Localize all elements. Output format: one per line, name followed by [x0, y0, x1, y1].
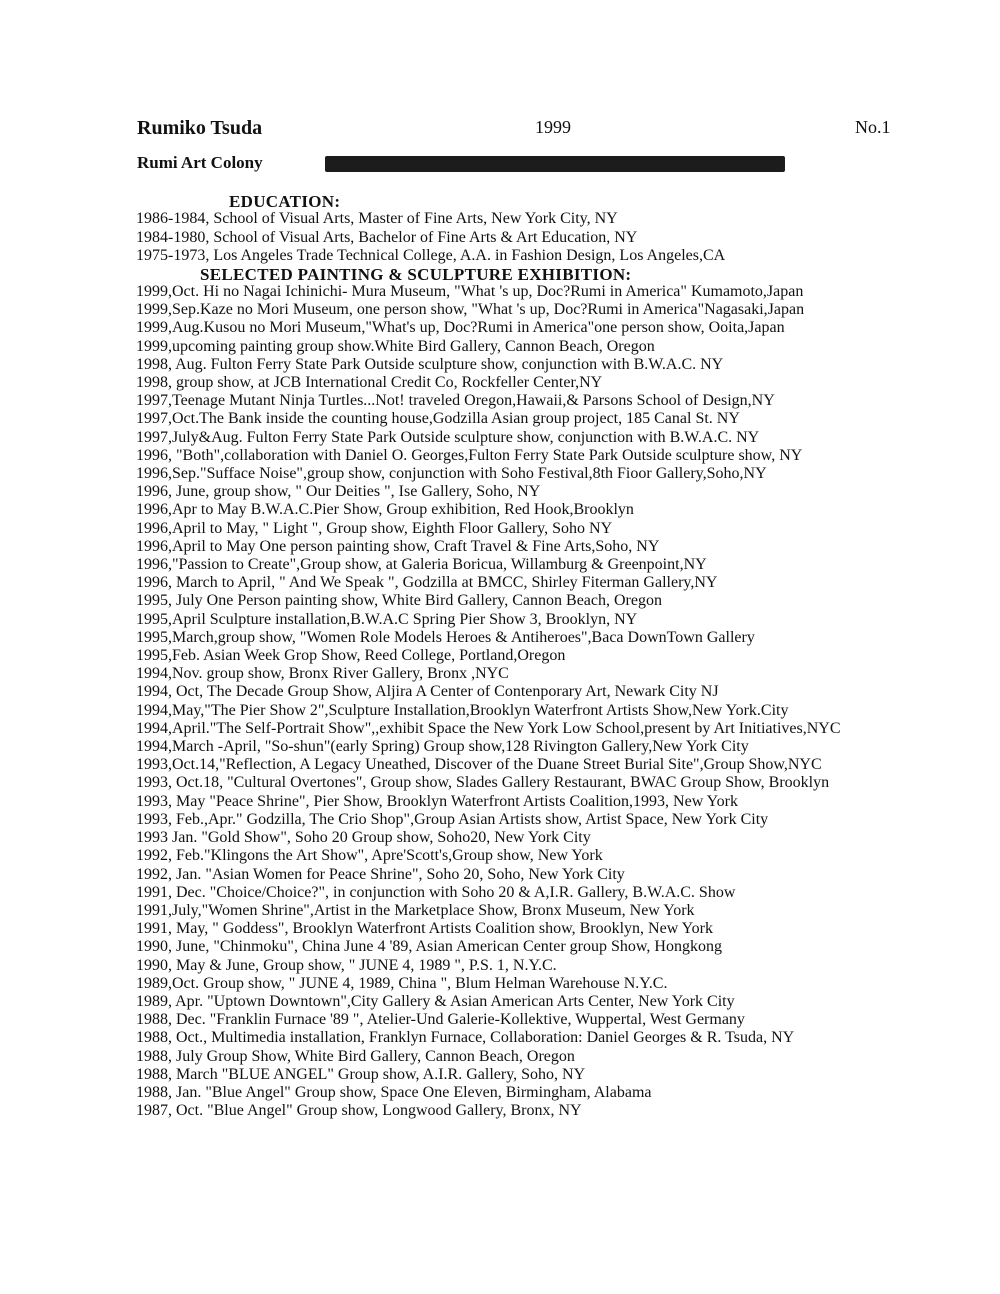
exhibition-item: 1988, March "BLUE ANGEL" Group show, A.I.R. Gallery, Soho, NY	[136, 1065, 586, 1083]
exhibition-list	[136, 283, 841, 1120]
exhibition-item: 1993 Jan. "Gold Show", Soho 20 Group show, Soho20, New York City	[136, 829, 591, 847]
exhibition-item: 1994,Nov. group show, Bronx River Gallery, Bronx ,NYC	[136, 665, 509, 683]
exhibition-item: 1997,Teenage Mutant Ninja Turtles...Not! traveled Oregon,Hawaii,& Parsons School of Design,NY	[136, 392, 775, 410]
exhibition-item: 1989,Oct. Group show, " JUNE 4, 1989, China ", Blum Helman Warehouse N.Y.C.	[136, 974, 668, 992]
exhibition-item: 1991,July,"Women Shrine",Artist in the Marketplace Show, Bronx Museum, New York	[136, 901, 695, 919]
education-item: 1984-1980, School of Visual Arts, Bachelor of Fine Arts & Art Education, NY	[136, 228, 638, 246]
education-item: 1975-1973, Los Angeles Trade Technical College, A.A. in Fashion Design, Los Angeles,CA	[136, 247, 726, 264]
education-item: 1986-1984, School of Visual Arts, Master of Fine Arts, New York City, NY	[136, 210, 618, 227]
exhibition-item: 1995, July One Person painting show, White Bird Gallery, Cannon Beach, Oregon	[136, 592, 662, 610]
exhibition-item: 1998, Aug. Fulton Ferry State Park Outside sculpture show, conjunction with B.W.A.C. NY	[136, 355, 724, 373]
exhibition-item: 1996,April to May, " Light ", Group show, Eighth Floor Gallery, Soho NY	[136, 519, 613, 537]
exhibition-item: 1993, Feb.,Apr." Godzilla, The Crio Shop",Group Asian Artists show, Artist Space, New York City	[136, 810, 769, 828]
exhibition-item: 1996,"Passion to Create",Group show, at Galeria Boricua, Willamburg & Greenpoint,NY	[136, 556, 707, 574]
exhibition-item: 1991, Dec. "Choice/Choice?", in conjunction with Soho 20 & A,I.R. Gallery, B.W.A.C. Show	[136, 883, 736, 901]
exhibition-item: 1994, Oct, The Decade Group Show, Aljira A Center of Contenporary Art, Newark City NJ	[136, 683, 719, 701]
exhibition-item: 1997,Oct.The Bank inside the counting house,Godzilla Asian group project, 185 Canal St. NY	[136, 410, 740, 428]
exhibition-item: 1992, Feb."Klingons the Art Show", Apre'Scott's,Group show, New York	[136, 847, 603, 865]
exhibition-item: 1990, May & June, Group show, " JUNE 4, 1989 ", P.S. 1, N.Y.C.	[136, 956, 557, 974]
exhibition-item: 1990, June, "Chinmoku", China June 4 '89, Asian American Center group Show, Hongkong	[136, 938, 722, 956]
page-number: No.1	[855, 117, 891, 137]
exhibition-item: 1994,April."The Self-Portrait Show",,exhibit Space the New York Low School,present by Art Initiatives,NYC	[136, 719, 841, 737]
education-heading: EDUCATION:	[229, 192, 341, 211]
exhibition-item: 1999,upcoming painting group show.White Bird Gallery, Cannon Beach, Oregon	[136, 337, 655, 355]
exhibition-item: 1999,Aug.Kusou no Mori Museum,"What's up, Doc?Rumi in America"one person show, Ooita,Japan	[136, 319, 785, 337]
exhibition-item: 1988, July Group Show, White Bird Gallery, Cannon Beach, Oregon	[136, 1047, 575, 1065]
exhibition-item: 1996,Sep."Sufface Noise",group show, conjunction with Soho Festival,8th Fioor Gallery,Soho,NY	[136, 465, 767, 483]
exhibition-item: 1988, Dec. "Franklin Furnace '89 ", Atelier-Und Galerie-Kollektive, Wuppertal, West Germany	[136, 1011, 745, 1029]
exhibition-item: 1996,April to May One person painting show, Craft Travel & Fine Arts,Soho, NY	[136, 537, 660, 555]
exhibition-item: 1996, June, group show, " Our Deities ", Ise Gallery, Soho, NY	[136, 483, 541, 501]
exhibition-item: 1988, Oct., Multimedia installation, Franklyn Furnace, Collaboration: Daniel Georges & R. Tsuda, NY	[136, 1029, 795, 1047]
exhibition-heading: SELECTED PAINTING & SCULPTURE EXHIBITION:	[200, 265, 632, 284]
exhibition-item: 1988, Jan. "Blue Angel" Group show, Space One Eleven, Birmingham, Alabama	[136, 1083, 652, 1101]
exhibition-item: 1998, group show, at JCB International Credit Co, Rockfeller Center,NY	[136, 374, 603, 392]
exhibition-item: 1995,Feb. Asian Week Grop Show, Reed College, Portland,Oregon	[136, 647, 566, 665]
exhibition-item: 1996, "Both",collaboration with Daniel O. Georges,Fulton Ferry State Park Outside sculpture show, NY	[136, 446, 803, 464]
redacted-address-bar	[325, 156, 785, 172]
education-list	[136, 210, 725, 266]
exhibition-item: 1996,Apr to May B.W.A.C.Pier Show, Group exhibition, Red Hook,Brooklyn	[136, 501, 634, 519]
exhibition-item: 1994,May,"The Pier Show 2",Sculpture Installation,Brooklyn Waterfront Artists Show,New York.City	[136, 701, 789, 719]
exhibition-item: 1999,Oct. Hi no Nagai Ichinichi- Mura Museum, "What 's up, Doc?Rumi in America" Kumamoto,Japan	[136, 283, 804, 300]
exhibition-item: 1994,March -April, "So-shun"(early Spring) Group show,128 Rivington Gallery,New York City	[136, 738, 749, 756]
exhibition-item: 1992, Jan. "Asian Women for Peace Shrine", Soho 20, Soho, New York City	[136, 865, 625, 883]
document-year: 1999	[535, 117, 571, 137]
exhibition-item: 1995,March,group show, "Women Role Models Heroes & Antiheroes",Baca DownTown Gallery	[136, 628, 755, 646]
exhibition-item: 1989, Apr. "Uptown Downtown",City Gallery & Asian American Arts Center, New York City	[136, 992, 735, 1010]
exhibition-item: 1995,April Sculpture installation,B.W.A.C Spring Pier Show 3, Brooklyn, NY	[136, 610, 638, 628]
exhibition-item: 1993, Oct.18, "Cultural Overtones", Group show, Slades Gallery Restaurant, BWAC Group Show, Brooklyn	[136, 774, 830, 792]
exhibition-item: 1993,Oct.14,"Reflection, A Legacy Uneathed, Discover of the Duane Street Burial Site",Group Show,NYC	[136, 756, 822, 774]
exhibition-item: 1997,July&Aug. Fulton Ferry State Park Outside sculpture show, conjunction with B.W.A.C. NY	[136, 428, 760, 446]
exhibition-item: 1999,Sep.Kaze no Mori Museum, one person show, "What 's up, Doc?Rumi in America"Nagasaki,Japan	[136, 301, 805, 319]
exhibition-item: 1987, Oct. "Blue Angel" Group show, Longwood Gallery, Bronx, NY	[136, 1102, 582, 1120]
exhibition-item: 1991, May, " Goddess", Brooklyn Waterfront Artists Coalition show, Brooklyn, New York	[136, 920, 713, 938]
artist-name: Rumiko Tsuda	[137, 117, 263, 139]
exhibition-item: 1993, May "Peace Shrine", Pier Show, Brooklyn Waterfront Artists Coalition,1993, New York	[136, 792, 738, 810]
exhibition-item: 1996, March to April, " And We Speak ", Godzilla at BMCC, Shirley Fiterman Gallery,NY	[136, 574, 718, 592]
organization-name: Rumi Art Colony	[137, 153, 263, 172]
